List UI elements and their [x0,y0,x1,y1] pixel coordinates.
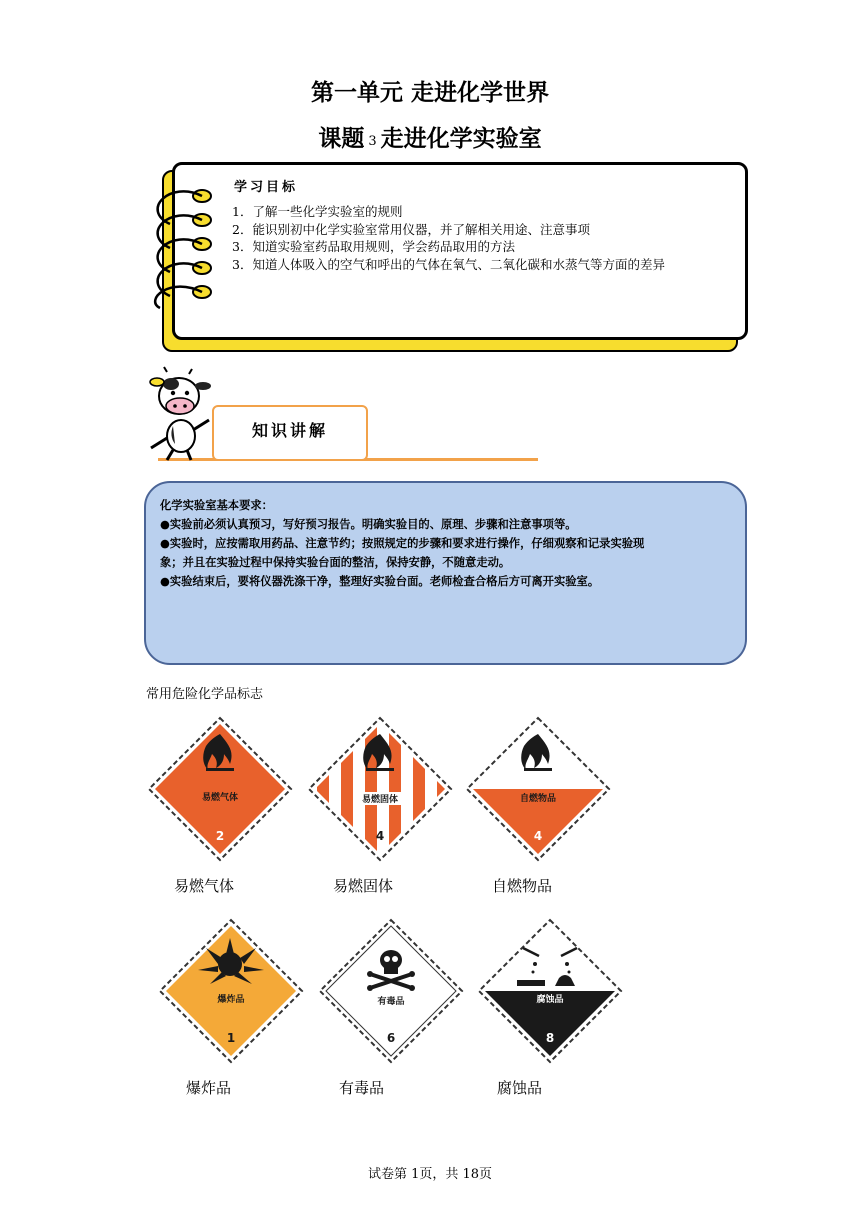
sign-inner-label: 易燃固体 [361,795,399,805]
sign-caption: 腐蚀品 [497,1080,543,1097]
notebook-rings-icon [140,180,220,310]
sign-caption: 易燃固体 [333,878,394,895]
sign-class-number: 4 [533,829,543,843]
lesson-name: 走进化学实验室 [380,125,542,152]
sign-inner-label: 自燃物品 [519,794,557,804]
sign-inner-label: 有毒品 [377,997,405,1007]
sign-class-number: 6 [386,1031,396,1045]
hazard-section-label: 常用危险化学品标志 [146,687,264,702]
lesson-title [0,120,860,153]
corrosive-sign-icon [477,918,623,1064]
requirements-title: 化学实验室基本要求： [160,499,273,512]
requirement-line: 象；并且在实验过程中保持实验台面的整洁，保持安静，不随意走动。 [160,556,511,569]
sign-caption: 爆炸品 [186,1080,232,1097]
cow-mascot-icon [143,366,219,462]
objectives-heading: 学习目标 [234,180,299,195]
sign-caption: 自燃物品 [492,878,553,895]
sign-caption: 易燃气体 [174,878,235,895]
requirement-line: ●实验前必须认真预习，写好预习报告。明确实验目的、原理、步骤和注意事项等。 [160,518,577,531]
sign-class-number: 4 [375,829,385,843]
sign-class-number: 2 [215,829,225,843]
toxic-sign-icon [318,918,464,1064]
explosive-sign-icon [158,918,304,1064]
requirements-text [160,496,730,591]
page-footer: 试卷第 1页，共 18页 [367,1167,493,1182]
knowledge-heading: 知识讲解 [251,421,328,440]
sign-class-number: 1 [226,1031,236,1045]
objective-item: 3．知道人体吸入的空气和呼出的气体在氧气、二氧化碳和水蒸气等方面的差异 [232,256,665,272]
flammable-solid-sign-icon [307,716,453,862]
requirement-line: ●实验时，应按需取用药品、注意节约；按照规定的步骤和要求进行操作，仔细观察和记录实验现 [160,537,645,550]
requirement-line: ●实验结束后，要将仪器洗涤干净，整理好实验台面。老师检查合格后方可离开实验室。 [160,575,600,588]
lesson-number: 3 [368,134,377,149]
sign-inner-label: 腐蚀品 [536,995,564,1005]
lesson-prefix: 课题 [318,125,365,152]
sign-caption: 有毒品 [339,1080,385,1097]
sign-inner-label: 爆炸品 [217,995,245,1005]
unit-title: 第一单元 走进化学世界 [310,79,549,106]
sign-inner-label: 易燃气体 [201,793,239,803]
objective-item: 2．能识别初中化学实验室常用仪器，并了解相关用途、注意事项 [232,221,590,237]
objectives-list [232,203,665,273]
objective-item: 1．了解一些化学实验室的规则 [232,204,403,219]
sign-class-number: 8 [545,1031,555,1045]
objective-item: 3．知道实验室药品取用规则，学会药品取用的方法 [232,239,515,254]
flammable-gas-sign-icon [147,716,293,862]
spontaneous-combustion-sign-icon [465,716,611,862]
